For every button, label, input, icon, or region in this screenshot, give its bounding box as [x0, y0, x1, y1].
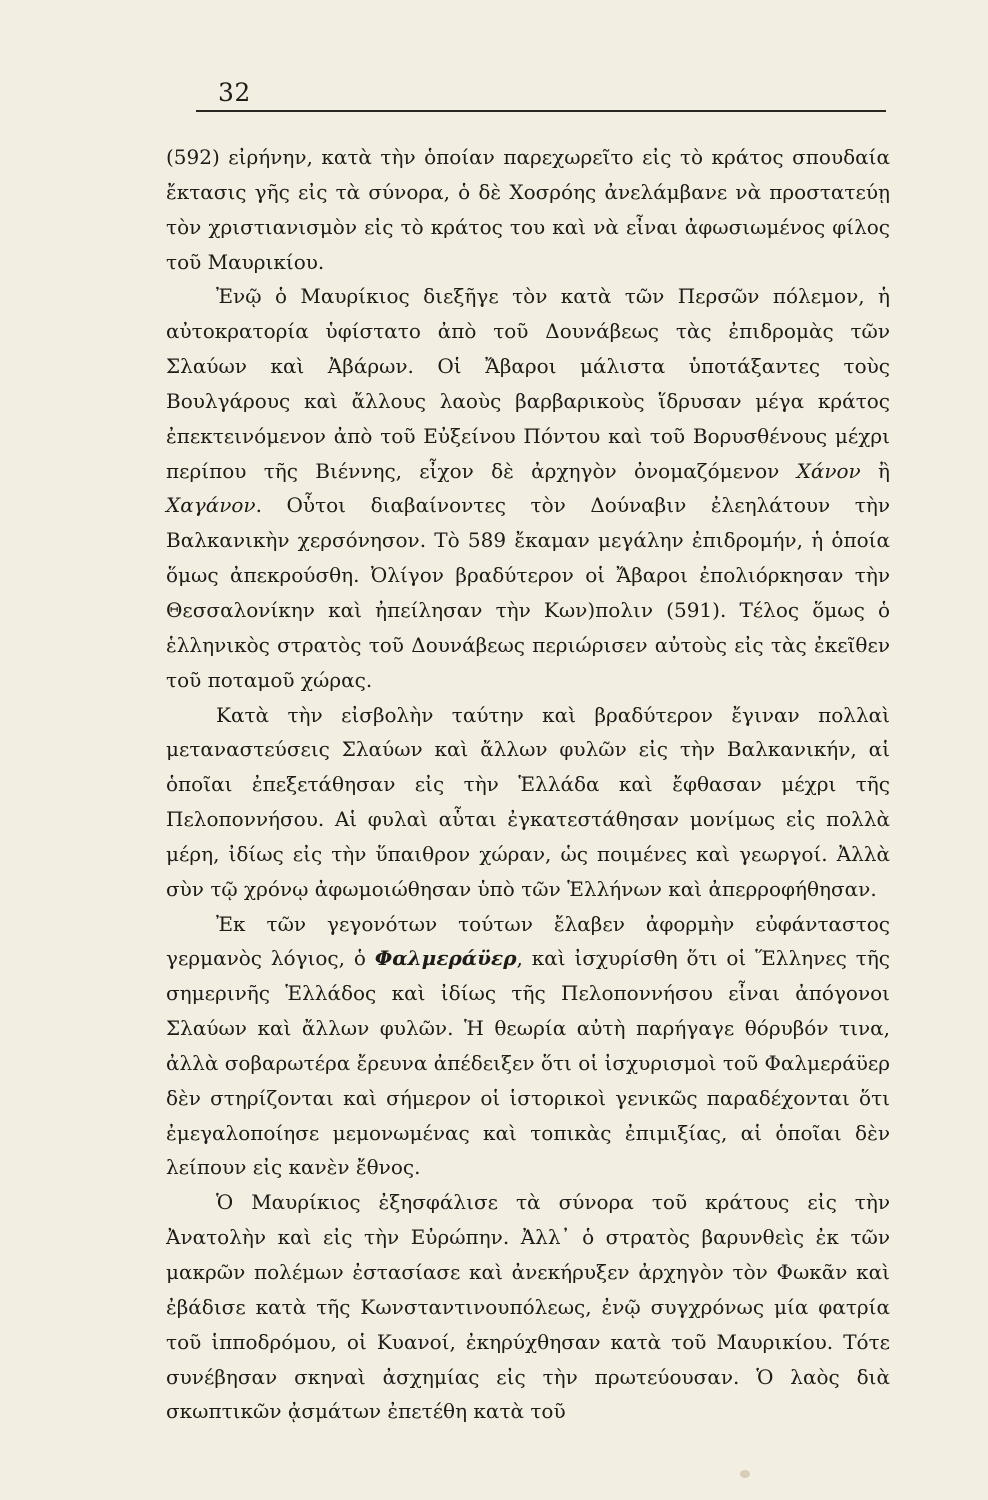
- text-run: Ἐνῷ ὁ Μαυρίκιος διεξῆγε τὸν κατὰ τῶν Περσῶν πόλεμον, ἡ αὐτοκρατορία ὑφίστατο ἀπὸ τοῦ Δουνάβεως τὰς ἐπιδρομὰς τῶν Σλαύων καὶ Ἀβάρων. Οἱ Ἄβαροι μάλιστα ὑποτάξαντες τοὺς Βουλγάρους καὶ ἄλλους λαοὺς βαρβαρικοὺς ἵδρυσαν μέγα κράτος ἐπεκτεινόμενον ἀπὸ τοῦ Εὐξείνου Πόντου καὶ τοῦ Βορυσθένους μέχρι περίπου τῆς Βιέννης, εἶχον δὲ ἀρχηγὸν ὀνομαζόμενον: [166, 284, 890, 483]
- paper-spot: [740, 1470, 750, 1478]
- paragraph: [166, 907, 890, 1186]
- body-text: [166, 140, 890, 1429]
- header-rule: [196, 110, 886, 112]
- paragraph: [166, 698, 890, 907]
- text-run: ἢ: [860, 458, 890, 483]
- text-run: Κατὰ τὴν εἰσβολὴν ταύτην καὶ βραδύτερον ἔγιναν πολλαὶ μεταναστεύσεις Σλαύων καὶ ἄλλων φυλῶν εἰς τὴν Βαλκανικήν, αἱ ὁποῖαι ἐπεξετάθησαν εἰς τὴν Ἑλλάδα καὶ ἔφθασαν μέχρι τῆς Πελοποννήσου. Αἱ φυλαὶ αὗται ἐγκατεστάθησαν μονίμως εἰς πολλὰ μέρη, ἰδίως εἰς τὴν ὕπαιθρον χώραν, ὡς ποιμένες καὶ γεωργοί. Ἀλλὰ σὺν τῷ χρόνῳ ἀφωμοιώθησαν ὑπὸ τῶν Ἑλλήνων καὶ ἀπερροφήθησαν.: [166, 702, 890, 901]
- emphasized-name: Φαλμεράϋερ: [374, 946, 517, 971]
- italic-term: Χάνον: [796, 458, 861, 483]
- paragraph: [166, 279, 890, 697]
- italic-term: Χαγάνον: [166, 493, 256, 518]
- paragraph: [166, 140, 890, 279]
- text-run: , καὶ ἰσχυρίσθη ὅτι οἱ Ἕλληνες τῆς σημερινῆς Ἑλλάδος καὶ ἰδίως τῆς Πελοποννήσου εἶναι ἀπόγονοι Σλαύων καὶ ἄλλων φυλῶν. Ἡ θεωρία αὐτὴ παρήγαγε θόρυβόν τινα, ἀλλὰ σοβαρωτέρα ἔρευνα ἀπέδειξεν ὅτι οἱ ἰσχυρισμοὶ τοῦ Φαλμεράϋερ δὲν στηρίζονται καὶ σήμερον οἱ ἱστορικοὶ γενικῶς παραδέχονται ὅτι ἐμεγαλοποίησε μεμονωμένας καὶ τοπικὰς ἐπιμιξίας, αἱ ὁποῖαι δὲν λείπουν εἰς κανὲν ἔθνος.: [166, 946, 890, 1180]
- text-run: Ὁ Μαυρίκιος ἐξησφάλισε τὰ σύνορα τοῦ κράτους εἰς τὴν Ἀνατολὴν καὶ εἰς τὴν Εὐρώπην. Ἀλλ᾽ ὁ στρατὸς βαρυνθεὶς ἐκ τῶν μακρῶν πολέμων ἐστασίασε καὶ ἀνεκήρυξεν ἀρχηγὸν τὸν Φωκᾶν καὶ ἐβάδισε κατὰ τῆς Κωνσταντινουπόλεως, ἐνῷ συγχρόνως μία φατρία τοῦ ἱπποδρόμου, οἱ Κυανοί, ἐκηρύχθησαν κατὰ τοῦ Μαυρικίου. Τότε συνέβησαν σκηναὶ ἀσχημίας εἰς τὴν πρωτεύουσαν. Ὁ λαὸς διὰ σκωπτικῶν ᾀσμάτων ἐπετέθη κατὰ τοῦ: [166, 1190, 890, 1424]
- page-number: 32: [218, 78, 251, 107]
- text-run: (592) εἰρήνην, κατὰ τὴν ὁποίαν παρεχωρεῖτο εἰς τὸ κράτος σπουδαία ἔκτασις γῆς εἰς τὰ σύνορα, ὁ δὲ Χοσρόης ἀνελάμβανε νὰ προστατεύῃ τὸν χριστιανισμὸν εἰς τὸ κράτος του καὶ νὰ εἶναι ἀφωσιωμένος φίλος τοῦ Μαυρικίου.: [166, 145, 890, 274]
- text-run: Ἐκ τῶν γεγονότων τούτων ἔλαβεν ἀφορμὴν εὐφάνταστος γερμανὸς λόγιος, ὁ: [166, 911, 890, 971]
- paragraph: [166, 1185, 890, 1429]
- text-run: . Οὗτοι διαβαίνοντες τὸν Δούναβιν ἐλεηλάτουν τὴν Βαλκανικὴν χερσόνησον. Τὸ 589 ἔκαμαν μεγάλην ἐπιδρομήν, ἡ ὁποία ὅμως ἀπεκρούσθη. Ὀλίγον βραδύτερον οἱ Ἄβαροι ἐπολιόρκησαν τὴν Θεσσαλονίκην καὶ ἠπείλησαν τὴν Κων)πολιν (591). Τέλος ὅμως ὁ ἑλληνικὸς στρατὸς τοῦ Δουνάβεως περιώρισεν αὐτοὺς εἰς τὰς ἐκεῖθεν τοῦ ποταμοῦ χώρας.: [166, 493, 890, 692]
